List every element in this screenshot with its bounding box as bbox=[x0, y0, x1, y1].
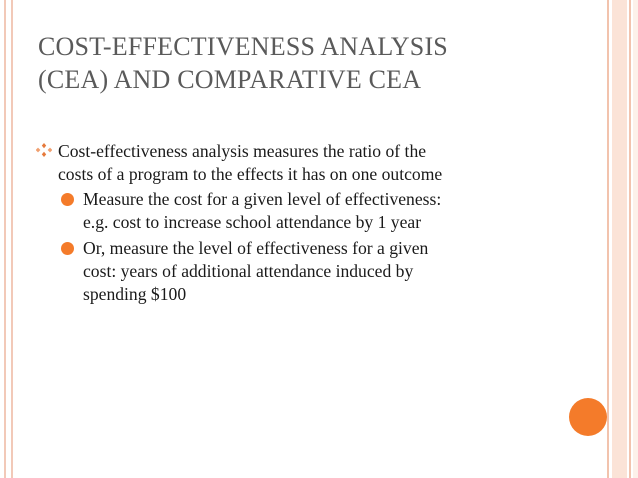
left-border-line bbox=[4, 0, 6, 478]
title-line-1: COST-EFFECTIVENESS ANALYSIS bbox=[38, 32, 448, 61]
sub-bullet-item bbox=[36, 188, 596, 234]
sub-bullet-text-line-1: Or, measure the level of effectiveness for a given bbox=[83, 238, 429, 258]
sub-bullet-item bbox=[36, 237, 596, 306]
circle-bullet-icon bbox=[61, 193, 74, 206]
diamond-bullet-icon bbox=[36, 142, 52, 158]
bullet-text-line-2: costs of a program to the effects it has on one outcome bbox=[58, 164, 443, 184]
right-border-line bbox=[629, 0, 631, 478]
right-border-band bbox=[612, 0, 627, 478]
slide-content bbox=[36, 140, 596, 306]
decorative-circle-icon bbox=[569, 398, 607, 436]
sub-bullet-text-line-1: Measure the cost for a given level of effectiveness: bbox=[83, 189, 442, 209]
slide-title bbox=[38, 30, 598, 96]
sub-bullet-text-line-2: cost: years of additional attendance induced by bbox=[83, 261, 414, 281]
left-border-line bbox=[11, 0, 13, 478]
sub-bullet-text-line-3: spending $100 bbox=[83, 284, 187, 304]
title-line-2: (CEA) AND COMPARATIVE CEA bbox=[38, 65, 422, 94]
circle-bullet-icon bbox=[61, 242, 74, 255]
right-border-edge bbox=[633, 0, 638, 478]
bullet-item bbox=[36, 140, 596, 186]
bullet-text-line-1: Cost-effectiveness analysis measures the ratio of the bbox=[58, 141, 427, 161]
sub-bullet-text-line-2: e.g. cost to increase school attendance by 1 year bbox=[83, 212, 422, 232]
right-border-line bbox=[607, 0, 609, 478]
